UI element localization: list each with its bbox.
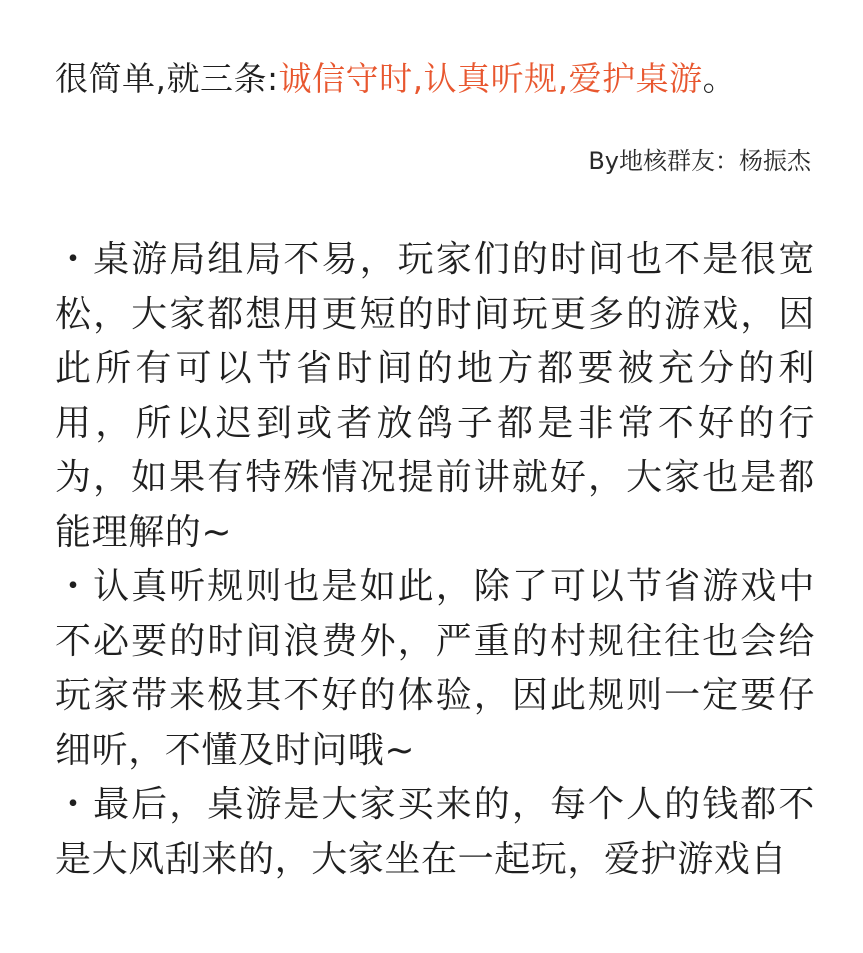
headline-suffix: 。 [702, 59, 737, 98]
paragraph-punctuality: ・桌游局组局不易，玩家们的时间也不是很宽松，大家都想用更短的时间玩更多的游戏，因此所有可以节省时间的地方都要被充分的利用，所以迟到或者放鸽子都是非常不好的行为，如果有特殊情况提前讲就好，大家也是都能理解的~ [55, 239, 815, 553]
attribution: By地核群友：杨振杰 [588, 147, 811, 175]
paragraph-rules: ・认真听规则也是如此，除了可以节省游戏中不必要的时间浪费外，严重的村规往往也会给玩家带来极其不好的体验，因此规则一定要仔细听，不懂及时问哦~ [55, 566, 815, 771]
paragraph-care: ・最后，桌游是大家买来的，每个人的钱都不是大风刮来的，大家坐在一起玩，爱护游戏自 [55, 784, 815, 880]
headline [55, 55, 815, 103]
headline-prefix: 很简单,就三条: [55, 59, 279, 98]
headline-highlight: 诚信守时,认真听规,爱护桌游 [278, 59, 703, 98]
